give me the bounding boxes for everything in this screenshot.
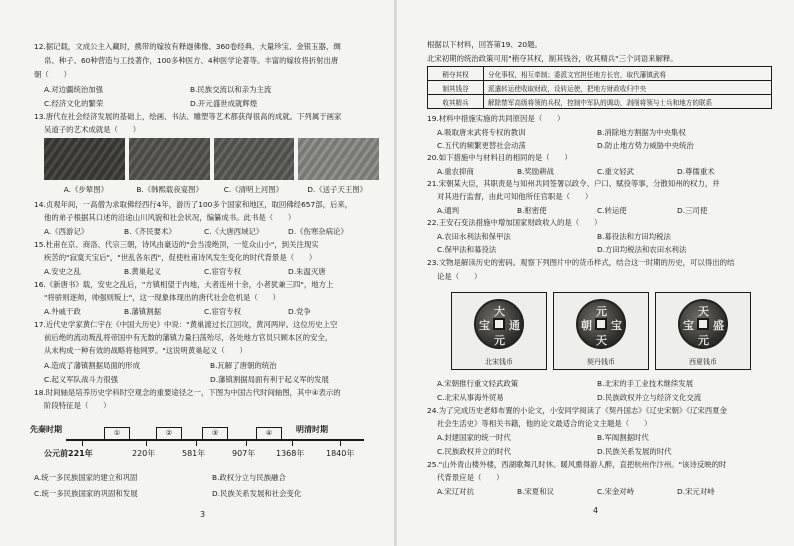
coin-cell-khitan[interactable] [553, 292, 649, 370]
timeline-axis-right [292, 439, 364, 441]
q15-option-a[interactable]: A.安史之乱 [44, 267, 81, 276]
q23-option-b[interactable]: B.北宋的手工业技术继续发展 [597, 379, 694, 388]
coin-char: 朝 [581, 319, 592, 332]
q21-stem-line: 对其进行监督，由此可知他所任官职是（ ） [437, 192, 593, 201]
material-intro: 北宋初期的统治政策可用"稍夺其权，制其钱谷，收其精兵"三个词语来解释。 [427, 54, 678, 63]
table-row [428, 81, 772, 95]
q20-option-c[interactable]: C.重文轻武 [597, 167, 635, 176]
q17-stem-line: 17.近代史学家黄仁宇在《中国大历史》中说："黄巢渡过长江回攻，黄河两岸。这位历史上空 [34, 320, 338, 329]
q15-option-d[interactable]: D.朱温灭唐 [288, 267, 326, 276]
q13-option-a[interactable]: A.《步辇图》 [63, 185, 108, 194]
q20-option-a[interactable]: A.重农抑商 [437, 167, 474, 176]
q18-option-d[interactable]: D.民族关系发展和社会变化 [212, 489, 302, 498]
q24-stem-line: 社会生活史》等相关书籍，他的论文最适合的论文主题是（ ） [437, 419, 652, 428]
q23-option-c[interactable]: C.北宋从事海外贸易 [437, 393, 504, 402]
q18-stem-line: 18.时间轴是培养历史学科时空观念的重要途径之一，下图为中国古代时间轴图，其中④表示的 [34, 388, 341, 397]
coin-char: 元 [596, 305, 607, 318]
timeline-tick [340, 440, 341, 446]
q24-option-c[interactable]: C.民族政权并立的时代 [437, 447, 512, 456]
coin-cell-western-xia[interactable] [655, 292, 751, 370]
coin-image [678, 299, 728, 349]
coin-cell-northern-song[interactable] [451, 292, 547, 370]
q23-stem-line: 23.文物是解读历史的密码。观察下列图片中的货币样式，结合这一时期的历史，可以得出的结 [427, 258, 735, 267]
timeline-tick [292, 440, 293, 446]
q13-option-b[interactable]: B.《韩熙载夜宴图》 [136, 185, 203, 194]
q14-stem-line: 14.贞观年间，一高僧为求取佛经西行4年，游历了100多个国家和地区，取回佛经657部，后来， [34, 200, 353, 209]
q22-option-d[interactable]: D.方田均税法和农田水利法 [597, 245, 687, 254]
timeline-box-1: ① [104, 427, 130, 440]
timeline-year: 1368年 [276, 449, 305, 458]
q25-stem-line: 代背景应是（ ） [437, 473, 504, 482]
q16-option-d[interactable]: D.党争 [288, 307, 311, 316]
q14-stem-line: 他的弟子根据其口述的沿途山川风貌和社会状况，编纂成书。此书是（ ） [44, 213, 296, 222]
q13-stem-line: 吴道子的艺术成就是（ ） [44, 125, 141, 134]
q25-stem-line: 25."山外青山楼外楼，西湖歌舞几时休。暖风熏得游人醉，直把杭州作汴州。"该诗反映的时 [427, 460, 727, 469]
q14-option-b[interactable]: B.《齐民要术》 [124, 227, 176, 236]
timeline-year: 公元前221年 [44, 449, 93, 458]
timeline-left-label: 先秦时期 [30, 425, 62, 434]
q21-option-c[interactable]: C.转运使 [597, 206, 627, 215]
coin-char: 通 [509, 319, 520, 332]
coin-char: 宝 [683, 319, 694, 332]
q12-option-a[interactable]: A.对边疆统治加强 [44, 85, 104, 94]
q17-option-d[interactable]: D.藩镇割据局面有利于起义军的发展 [210, 375, 329, 384]
coin-char: 天 [596, 334, 607, 347]
table-cell-header: 收其精兵 [428, 95, 484, 109]
q18-option-b[interactable]: B.政权分立与民族融合 [212, 473, 286, 482]
q16-option-b[interactable]: B.藩镇割据 [124, 307, 161, 316]
policy-table [427, 66, 772, 109]
q14-option-a[interactable]: A.《西游记》 [44, 227, 89, 236]
timeline-tick [146, 440, 147, 446]
q17-stem-line: 从未构成一种有效的战略将他网罗。"这说明黄巢起义（ ） [44, 346, 247, 355]
coin-char: 盛 [713, 319, 724, 332]
timeline-tick [196, 440, 197, 446]
q19-stem-line: 19.材料中措施实施的共同原因是（ ） [427, 114, 565, 123]
q22-option-a[interactable]: A.农田水利法和保甲法 [437, 232, 511, 241]
q14-option-d[interactable]: D.《伤寒杂病论》 [288, 227, 348, 236]
coin-label: 北宋钱币 [485, 358, 513, 366]
q23-option-d[interactable]: D.民族政权并立与经济文化交流 [597, 393, 702, 402]
right-page [397, 0, 794, 546]
q20-stem-line: 20.如下措施中与材料目的相同的是（ ） [427, 153, 572, 162]
q13-image-strip [44, 138, 379, 180]
timeline-tick [246, 440, 247, 446]
table-cell-header: 稍夺其权 [428, 67, 484, 81]
timeline-right-label: 明清时期 [296, 425, 328, 434]
coin-char: 宝 [479, 319, 490, 332]
page-number: 3 [200, 510, 206, 519]
q24-option-a[interactable]: A.封建国家的统一时代 [437, 433, 511, 442]
table-row [428, 67, 772, 81]
q25-option-b[interactable]: B.宋夏和议 [517, 487, 554, 496]
q21-stem-line: 21.宋朝某大臣，其职责是与知州共同签署以政令、户口、赋役等事，分散知州的权力，并 [427, 179, 720, 188]
coin-char: 天 [698, 305, 709, 318]
q25-option-a[interactable]: A.宋辽对抗 [437, 487, 474, 496]
q18-stem-line: 阶段特征是（ ） [44, 401, 111, 410]
q19-option-a[interactable]: A.吸取唐末武将专权的教训 [437, 128, 526, 137]
coin-hole [697, 318, 709, 330]
q18-option-c[interactable]: C.统一多民族国家的巩固和发展 [34, 489, 138, 498]
timeline-year: 581年 [182, 449, 206, 458]
q24-option-d[interactable]: D.民族关系发展的时代 [597, 447, 672, 456]
timeline-year: 907年 [232, 449, 256, 458]
coin-char: 元 [698, 334, 709, 347]
q21-option-d[interactable]: D.三司使 [677, 206, 708, 215]
painting-image-d[interactable] [298, 138, 379, 180]
q13-option-d[interactable]: D.《送子天王图》 [307, 185, 368, 194]
timeline-box-2: ② [156, 427, 182, 440]
coin-image [474, 299, 524, 349]
coin-image [576, 299, 626, 349]
coin-hole [493, 318, 505, 330]
painting-image-c[interactable] [214, 138, 295, 180]
q15-stem-line: 疾苦的"寂寞天宝后"，"世乱各东西"，促使杜甫诗风发生变化的时代背景是（ ） [44, 253, 317, 262]
q18-option-a[interactable]: A.统一多民族国家的建立和巩固 [34, 473, 138, 482]
q12-stem-line: 12.据记载，文成公主入藏时，携带的嫁妆有释迦佛像、360卷经典、大量珍宝、金银玉器、绸 [34, 42, 341, 51]
q22-option-b[interactable]: B.募役法和方田均税法 [597, 232, 671, 241]
q19-option-d[interactable]: D.防止地方势力威胁中央统治 [597, 141, 694, 150]
q14-option-c[interactable]: C.《大唐西域记》 [204, 227, 264, 236]
q16-option-a[interactable]: A.外戚干政 [44, 307, 81, 316]
coin-figure [451, 292, 751, 370]
q19-option-b[interactable]: B.消除地方割据为中央集权 [597, 128, 686, 137]
q12-option-c[interactable]: C.经济文化的繁荣 [44, 99, 104, 108]
q12-option-d[interactable]: D.开元盛世成就辉煌 [190, 99, 258, 108]
timeline-year: 220年 [132, 449, 156, 458]
q17-option-a[interactable]: A.造成了藩镇割据局面的形成 [44, 361, 140, 370]
timeline-box-3: ③ [202, 427, 228, 440]
table-cell-header: 制其钱谷 [428, 81, 484, 95]
q16-option-c[interactable]: C.宦官专权 [204, 307, 242, 316]
q22-option-c[interactable]: C.保甲法和募役法 [437, 245, 497, 254]
q12-stem-line: 朝（ ） [34, 70, 71, 79]
coin-char: 大 [494, 305, 505, 318]
q19-option-c[interactable]: C.五代的频繁更替社会动荡 [437, 141, 526, 150]
coin-label: 契丹钱币 [587, 358, 615, 366]
q20-option-d[interactable]: D.尊儒重术 [677, 167, 715, 176]
timeline-box-4: ④ [256, 427, 282, 440]
q17-option-c[interactable]: C.起义军队战斗力很强 [44, 375, 119, 384]
q23-stem-line: 论是（ ） [437, 272, 482, 281]
table-cell: 分化事权，相互牵制；委派文官担任地方长官，取代藩镇武将 [484, 67, 772, 81]
material-intro: 根据以下材料，回答第19、20题。 [427, 40, 542, 49]
q13-stem-line: 13.唐代在社会经济发展的基础上，绘画、书法、雕塑等艺术都获得很高的成就。下列属于画家 [34, 112, 342, 121]
q16-stem-line: 16.《新唐书》载，安史之乱后，"方镇相望于内地，大者连州十余，小者犹兼三四"，地方上 [34, 280, 334, 289]
q15-option-c[interactable]: C.宦官专权 [204, 267, 242, 276]
timeline-tick [82, 440, 83, 446]
q25-option-c[interactable]: C.宋金对峙 [597, 487, 635, 496]
table-cell: 解除禁军高级将领的兵权，控制中军队的调动，剥削将领与士兵和地方的联系 [484, 95, 772, 109]
q21-option-b[interactable]: B.枢密使 [517, 206, 547, 215]
coin-label: 西夏钱币 [689, 358, 717, 366]
coin-char: 宝 [611, 319, 622, 332]
q22-stem-line: 22.王安石变法措施中增加国家财政收入的是（ ） [427, 218, 602, 227]
painting-image-b[interactable] [129, 138, 210, 180]
q17-option-b[interactable]: B.瓦解了唐朝的统治 [210, 361, 277, 370]
q20-option-b[interactable]: B.奖励耕战 [517, 167, 554, 176]
q16-stem-line: "将骄则逐帅，帅强则叛上"，这一现象体现出的唐代社会危机是（ ） [44, 293, 280, 302]
q24-option-b[interactable]: B.军阀割据时代 [597, 433, 649, 442]
q12-option-b[interactable]: B.民族交流以和亲为主流 [190, 85, 272, 94]
painting-image-a[interactable] [44, 138, 125, 180]
q12-stem-line: 帛、种子、60种营造与工技著作，100多种医方、4种医学论著等。丰富的嫁妆将折射出唐 [44, 56, 339, 65]
q15-stem-line: 15.杜甫在京、商洛、代宗三朝，诗风由豪迈的"会当凌绝顶，一览众山小"，到关注现实 [34, 240, 319, 249]
page-number: 4 [593, 506, 599, 515]
coin-char: 元 [494, 334, 505, 347]
q15-option-b[interactable]: B.黄巢起义 [124, 267, 161, 276]
coin-hole [595, 318, 607, 330]
q23-option-a[interactable]: A.宋朝推行重文轻武政策 [437, 379, 519, 388]
q17-stem-line: 前后绝的流动叛乱将帝国中有无数的藩镇力量扫荡殆尽，各处地方官员只顾本区的安全， [44, 333, 333, 342]
q25-option-d[interactable]: D.宋元对峙 [677, 487, 715, 496]
q24-stem-line: 24.为了完成历史老师布置的小论文，小安同学阅读了《契丹国志》《辽史宋朝》《辽宋西夏金 [427, 406, 727, 415]
timeline-year: 1840年 [326, 449, 355, 458]
table-cell: 派遣转运使收取财政，设转运使，把地方财政收归中央 [484, 81, 772, 95]
table-row [428, 95, 772, 109]
q21-option-a[interactable]: A.通判 [437, 206, 460, 215]
q13-captions [44, 184, 379, 195]
q13-option-c[interactable]: C.《清明上河图》 [223, 185, 283, 194]
